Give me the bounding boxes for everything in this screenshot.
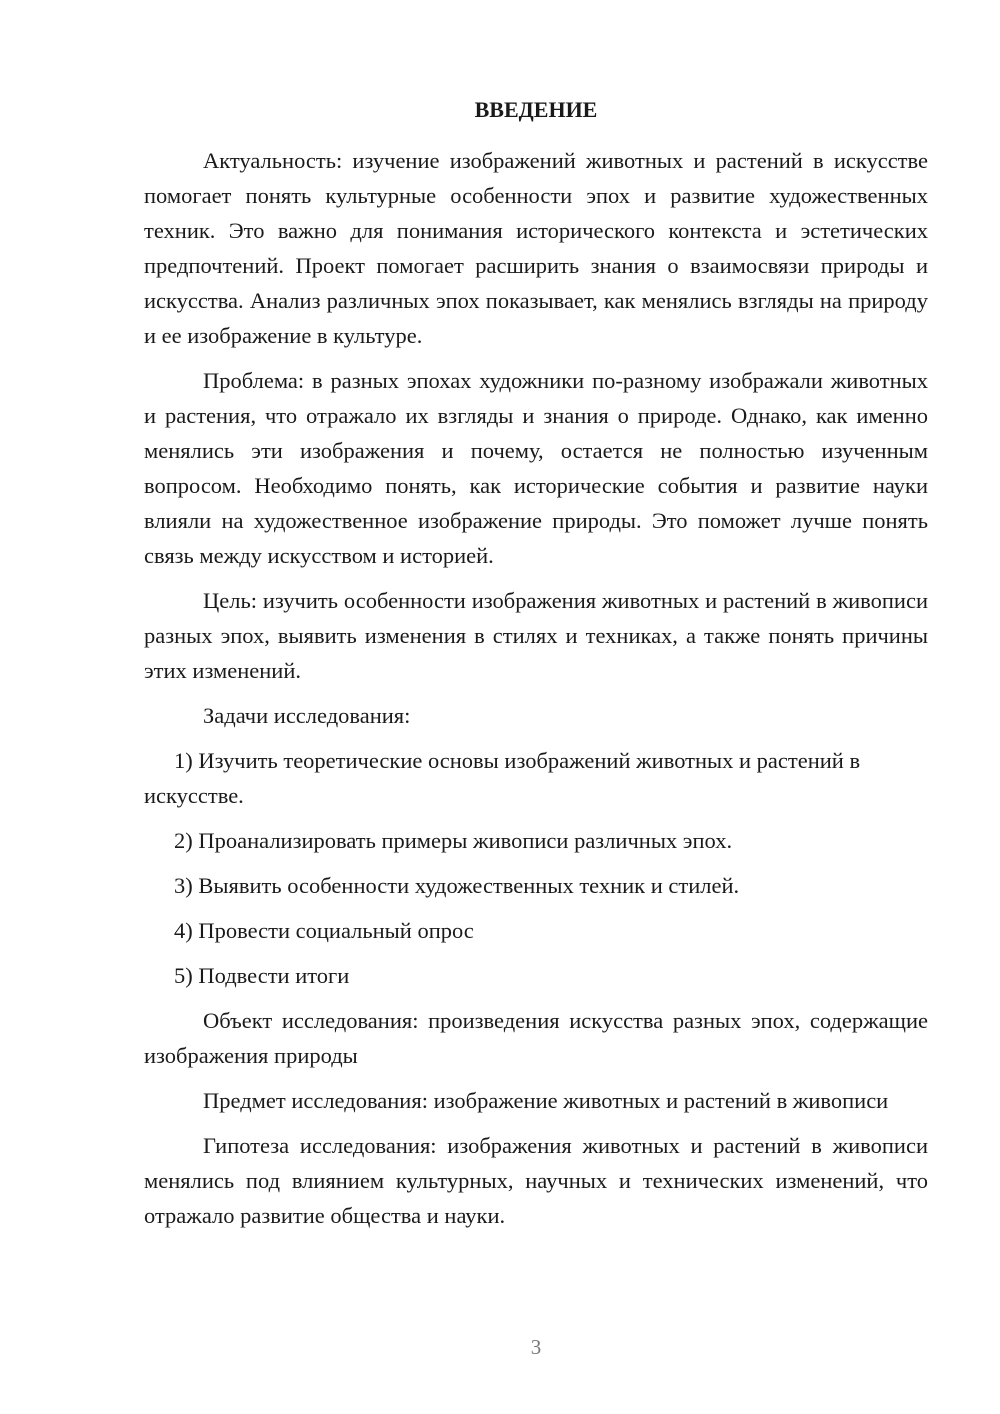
task-item: 1) Изучить теоретические основы изображений животных и растений в искусстве.	[144, 748, 861, 808]
page-title: ВВЕДЕНИЕ	[474, 97, 598, 122]
task-item: 4) Провести социальный опрос	[174, 918, 474, 943]
goal-paragraph: Цель: изучить особенности изображения животных и растений в живописи разных эпох, выявить изменения в стилях и техниках, а также понять причины этих изменений.	[144, 588, 928, 683]
task-item: 5) Подвести итоги	[174, 963, 350, 988]
subject-paragraph: Предмет исследования: изображение животных и растений в живописи	[203, 1088, 889, 1113]
document-body	[144, 143, 928, 1243]
relevance-paragraph: Актуальность: изучение изображений животных и растений в искусстве помогает понять культурные особенности эпох и развитие художественных техник. Это важно для понимания исторического контекста и эстетических предпочтений. Проект помогает расширить знания о взаимосвязи природы и искусства. Анализ различных эпох показывает, как менялись взгляды на природу и ее изображение в культуре.	[144, 148, 928, 348]
task-item: 3) Выявить особенности художественных техник и стилей.	[174, 873, 740, 898]
tasks-heading: Задачи исследования:	[203, 703, 411, 728]
page-number: 3	[530, 1335, 542, 1359]
hypothesis-paragraph: Гипотеза исследования: изображения животных и растений в живописи менялись под влиянием культурных, научных и технических изменений, что отражало развитие общества и науки.	[144, 1133, 928, 1228]
problem-paragraph: Проблема: в разных эпохах художники по-разному изображали животных и растения, что отражало их взгляды и знания о природе. Однако, как именно менялись эти изображения и почему, остается не полностью изученным вопросом. Необходимо понять, как исторические события и развитие науки влияли на художественное изображение природы. Это поможет лучше понять связь между искусством и историей.	[144, 368, 928, 568]
task-item: 2) Проанализировать примеры живописи различных эпох.	[174, 828, 733, 853]
object-paragraph: Объект исследования: произведения искусства разных эпох, содержащие изображения природы	[144, 1008, 928, 1068]
